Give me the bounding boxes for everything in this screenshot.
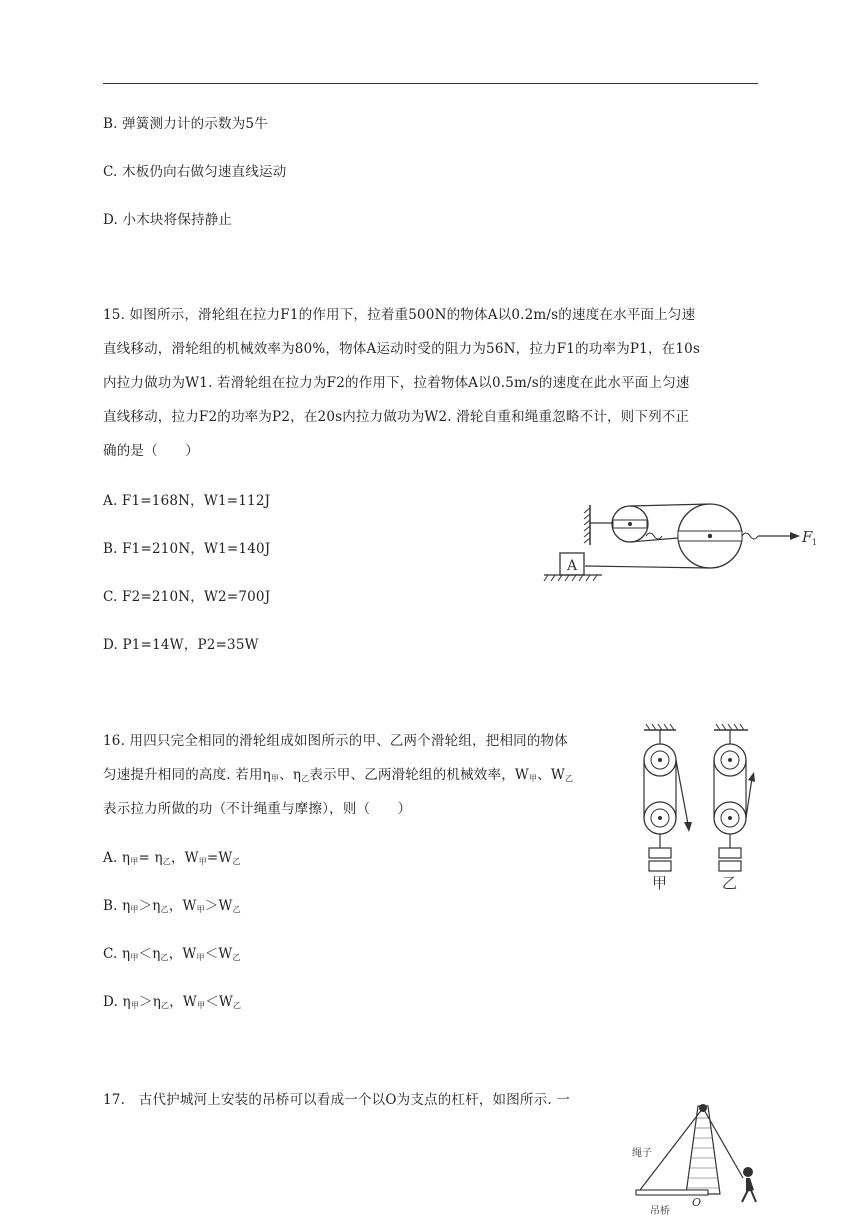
q15-stem-line-5: 确的是（ ） bbox=[103, 443, 199, 459]
q14-option-b: B. 弹簧测力计的示数为5牛 bbox=[103, 116, 268, 132]
q16-option-c: C. $\eta_甲<\eta_乙$，$W_甲<W_乙$ bbox=[103, 946, 241, 962]
q16-stem-line-2: 匀速提升相同的高度. 若用$\eta_甲$、$\eta_乙$表示甲、乙两滑轮组的机械效率，$W_甲$、$W_乙$ bbox=[103, 767, 574, 783]
q14-option-d: D. 小木块将保持静止 bbox=[103, 212, 233, 228]
q15-stem-line-2: 直线移动，滑轮组的机械效率为80%，物体A运动时受的阻力为56N，拉力F1的功率为P1，在10s bbox=[103, 341, 701, 357]
q16-label-jia: 甲 bbox=[652, 874, 668, 892]
q16-pulley-figure bbox=[636, 720, 756, 892]
q15-stem-line-3: 内拉力做功为W1. 若滑轮组在拉力为F2的作用下，拉着物体A以0.5m/s的速度在此水平面上匀速 bbox=[103, 375, 690, 391]
q17-bridge-label: 吊桥 bbox=[650, 1206, 670, 1216]
q16-label-yi: 乙 bbox=[722, 874, 738, 892]
q17-drawbridge-figure bbox=[628, 1098, 768, 1216]
q16-stem-line-1: 16. 用四只完全相同的滑轮组成如图所示的甲、乙两个滑轮组，把相同的物体 bbox=[103, 733, 568, 749]
q15-option-a: A. F1=168N，W1=112J bbox=[103, 493, 271, 509]
header-rule bbox=[103, 83, 758, 84]
q15-option-c: C. F2=210N，W2=700J bbox=[103, 589, 271, 605]
q17-rope-label: 绳子 bbox=[632, 1148, 652, 1159]
q15-block-label: A bbox=[567, 558, 578, 574]
q17-stem-line-1: 17. 古代护城河上安装的吊桥可以看成一个以O为支点的杠杆，如图所示. 一 bbox=[103, 1092, 571, 1108]
q15-option-b: B. F1=210N，W1=140J bbox=[103, 541, 271, 557]
q16-option-d: D. $\eta_甲>\eta_乙$，$W_甲<W_乙$ bbox=[103, 994, 242, 1010]
q15-option-d: D. P1=14W，P2=35W bbox=[103, 637, 259, 653]
q17-pivot-label: O bbox=[692, 1196, 702, 1209]
q16-option-b: B. $\eta_甲>\eta_乙$，$W_甲>W_乙$ bbox=[103, 898, 241, 914]
q15-force-subscript: 1 bbox=[812, 538, 818, 547]
q15-stem-line-4: 直线移动，拉力F2的功率为P2，在20s内拉力做功为W2. 滑轮自重和绳重忽略不计，则下列不正 bbox=[103, 409, 690, 425]
q15-stem-line-1: 15. 如图所示，滑轮组在拉力F1的作用下，拉着重500N的物体A以0.2m/s的速度在水平面上匀速 bbox=[103, 307, 696, 323]
q16-option-a: A. $\eta_甲= \eta_乙$，$W_甲=W_乙$ bbox=[103, 850, 241, 866]
q15-pulley-figure bbox=[538, 500, 828, 585]
q14-option-c: C. 木板仍向右做匀速直线运动 bbox=[103, 164, 287, 180]
q15-force-label: F bbox=[802, 528, 813, 546]
q16-stem-line-3: 表示拉力所做的功（不计绳重与摩擦），则（ ） bbox=[103, 801, 412, 817]
